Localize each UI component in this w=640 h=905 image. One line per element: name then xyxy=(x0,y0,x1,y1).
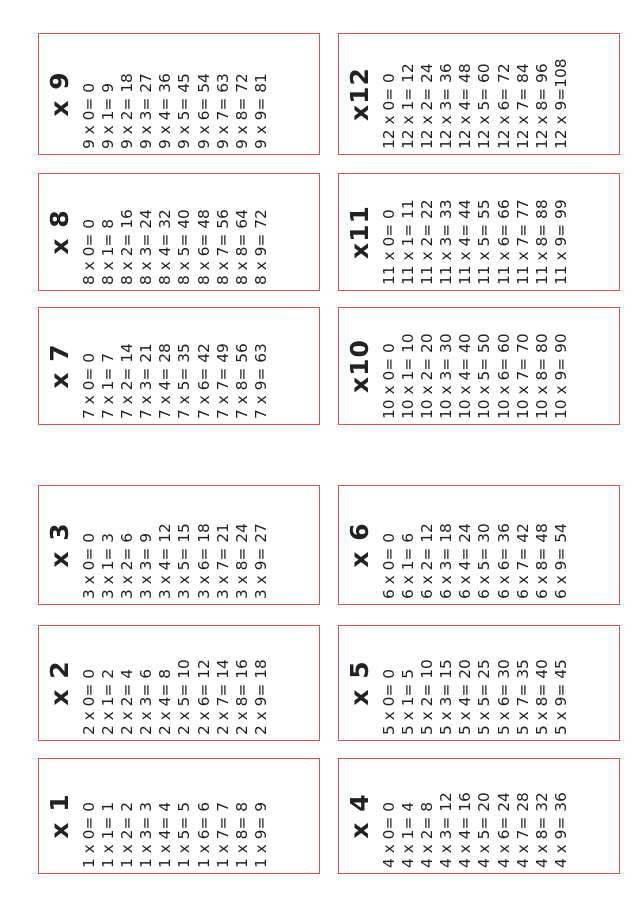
table-line: 8 x 6= 48 xyxy=(194,209,213,285)
table-line: 8 x 2= 16 xyxy=(118,209,137,285)
table-line: 12 x 0= 0 xyxy=(380,73,398,149)
table-line: 5 x 5= 25 xyxy=(475,659,494,735)
table-line: 1 x 1= 1 xyxy=(99,801,118,868)
table-card xyxy=(338,485,620,605)
table-line: 6 x 3= 18 xyxy=(437,523,456,599)
table-title: x11 xyxy=(345,205,374,259)
table-card xyxy=(338,173,620,291)
table-title: x 9 xyxy=(45,71,74,117)
table-lines xyxy=(380,175,571,289)
table-line: 2 x 6= 12 xyxy=(194,659,213,735)
table-line: 11 x 8= 88 xyxy=(532,199,551,285)
table-line: 1 x 3= 3 xyxy=(137,801,156,868)
table-line: 11 x 4= 44 xyxy=(456,199,475,285)
table-lines xyxy=(380,627,571,739)
table-lines xyxy=(380,760,571,872)
table-line: 8 x 4= 32 xyxy=(156,209,175,285)
table-title: x12 xyxy=(345,67,374,121)
table-lines xyxy=(80,309,271,423)
table-line: 11 x 5= 55 xyxy=(475,199,494,285)
table-line: 3 x 9= 27 xyxy=(251,523,270,599)
table-line: 11 x 0= 0 xyxy=(380,209,398,285)
table-line: 11 x 2= 22 xyxy=(418,199,437,285)
table-line: 5 x 0= 0 xyxy=(380,668,398,735)
table-lines xyxy=(380,309,571,423)
table-line: 8 x 0= 0 xyxy=(80,218,98,285)
table-line: 9 x 5= 45 xyxy=(175,73,194,149)
table-line: 7 x 8= 56 xyxy=(232,343,251,419)
table-line: 12 x 2= 24 xyxy=(418,63,437,149)
table-line: 10 x 8= 80 xyxy=(532,333,551,419)
table-line: 7 x 3= 21 xyxy=(137,343,156,419)
table-line: 6 x 1= 6 xyxy=(399,532,418,599)
table-line: 4 x 6= 24 xyxy=(494,792,513,868)
table-line: 2 x 7= 14 xyxy=(213,659,232,735)
table-line: 3 x 3= 9 xyxy=(137,532,156,599)
table-line: 1 x 5= 5 xyxy=(175,801,194,868)
table-line: 12 x 1= 12 xyxy=(399,63,418,149)
table-line: 2 x 8= 16 xyxy=(232,659,251,735)
table-line: 5 x 9= 45 xyxy=(551,659,570,735)
table-line: 1 x 9= 9 xyxy=(251,801,270,868)
table-line: 6 x 0= 0 xyxy=(380,532,398,599)
table-line: 4 x 4= 16 xyxy=(456,792,475,868)
table-title: x10 xyxy=(345,339,374,393)
table-line: 12 x 9=108 xyxy=(551,58,570,149)
table-line: 2 x 2= 4 xyxy=(118,668,137,735)
table-line: 9 x 6= 54 xyxy=(194,73,213,149)
table-line: 10 x 2= 20 xyxy=(418,333,437,419)
table-line: 3 x 5= 15 xyxy=(175,523,194,599)
table-line: 10 x 3= 30 xyxy=(437,333,456,419)
table-line: 3 x 1= 3 xyxy=(99,532,118,599)
table-line: 4 x 0= 0 xyxy=(380,801,398,868)
table-line: 5 x 3= 15 xyxy=(437,659,456,735)
table-title: x 3 xyxy=(45,522,74,568)
table-line: 11 x 1= 11 xyxy=(399,199,418,285)
table-lines xyxy=(80,35,271,153)
table-line: 2 x 0= 0 xyxy=(80,668,98,735)
table-line: 2 x 1= 2 xyxy=(99,668,118,735)
table-line: 12 x 8= 96 xyxy=(532,63,551,149)
table-line: 1 x 7= 7 xyxy=(213,801,232,868)
table-title: x 4 xyxy=(345,793,374,839)
table-line: 6 x 4= 24 xyxy=(456,523,475,599)
table-line: 9 x 1= 9 xyxy=(99,82,118,149)
table-lines xyxy=(80,175,271,289)
table-line: 5 x 2= 10 xyxy=(418,659,437,735)
table-title: x 5 xyxy=(345,660,374,706)
table-line: 5 x 8= 40 xyxy=(532,659,551,735)
table-card xyxy=(38,307,320,425)
table-line: 12 x 7= 84 xyxy=(513,63,532,149)
table-lines xyxy=(380,487,571,603)
table-line: 8 x 9= 72 xyxy=(251,209,270,285)
table-line: 9 x 8= 72 xyxy=(232,73,251,149)
table-card xyxy=(38,485,320,605)
table-line: 12 x 3= 36 xyxy=(437,63,456,149)
table-card xyxy=(38,173,320,291)
table-line: 5 x 6= 30 xyxy=(494,659,513,735)
table-line: 5 x 1= 5 xyxy=(399,668,418,735)
table-lines xyxy=(80,760,271,872)
table-title: x 6 xyxy=(345,522,374,568)
table-line: 7 x 6= 42 xyxy=(194,343,213,419)
table-line: 10 x 5= 50 xyxy=(475,333,494,419)
table-line: 8 x 3= 24 xyxy=(137,209,156,285)
table-line: 11 x 6= 66 xyxy=(494,199,513,285)
table-line: 4 x 8= 32 xyxy=(532,792,551,868)
table-line: 7 x 1= 7 xyxy=(99,352,118,419)
table-line: 7 x 7= 49 xyxy=(213,343,232,419)
table-line: 2 x 3= 6 xyxy=(137,668,156,735)
table-line: 7 x 2= 14 xyxy=(118,343,137,419)
table-line: 1 x 0= 0 xyxy=(80,801,98,868)
table-line: 4 x 1= 4 xyxy=(399,801,418,868)
table-line: 8 x 5= 40 xyxy=(175,209,194,285)
table-line: 12 x 6= 72 xyxy=(494,63,513,149)
table-card xyxy=(338,625,620,741)
table-line: 10 x 6= 60 xyxy=(494,333,513,419)
table-card xyxy=(338,307,620,425)
table-line: 3 x 8= 24 xyxy=(232,523,251,599)
table-line: 9 x 0= 0 xyxy=(80,82,98,149)
table-line: 4 x 3= 12 xyxy=(437,792,456,868)
table-line: 3 x 7= 21 xyxy=(213,523,232,599)
table-title: x 8 xyxy=(45,209,74,255)
table-card xyxy=(338,33,620,155)
table-title: x 1 xyxy=(45,793,74,839)
table-line: 2 x 5= 10 xyxy=(175,659,194,735)
table-line: 8 x 7= 56 xyxy=(213,209,232,285)
table-line: 9 x 3= 27 xyxy=(137,73,156,149)
table-line: 4 x 5= 20 xyxy=(475,792,494,868)
table-line: 3 x 2= 6 xyxy=(118,532,137,599)
table-line: 1 x 4= 4 xyxy=(156,801,175,868)
table-title: x 7 xyxy=(45,343,74,389)
table-line: 9 x 7= 63 xyxy=(213,73,232,149)
table-line: 11 x 9= 99 xyxy=(551,199,570,285)
table-line: 1 x 6= 6 xyxy=(194,801,213,868)
table-line: 6 x 2= 12 xyxy=(418,523,437,599)
table-line: 3 x 4= 12 xyxy=(156,523,175,599)
table-line: 2 x 9= 18 xyxy=(251,659,270,735)
table-line: 7 x 5= 35 xyxy=(175,343,194,419)
table-line: 6 x 7= 42 xyxy=(513,523,532,599)
table-line: 4 x 7= 28 xyxy=(513,792,532,868)
table-card xyxy=(38,33,320,155)
table-card xyxy=(338,758,620,874)
table-line: 10 x 0= 0 xyxy=(380,343,398,419)
table-lines xyxy=(80,627,271,739)
table-line: 1 x 2= 2 xyxy=(118,801,137,868)
table-line: 9 x 2= 18 xyxy=(118,73,137,149)
table-line: 11 x 7= 77 xyxy=(513,199,532,285)
table-line: 6 x 5= 30 xyxy=(475,523,494,599)
table-line: 10 x 4= 40 xyxy=(456,333,475,419)
table-line: 1 x 8= 8 xyxy=(232,801,251,868)
table-line: 4 x 2= 8 xyxy=(418,801,437,868)
table-line: 5 x 4= 20 xyxy=(456,659,475,735)
table-line: 5 x 7= 35 xyxy=(513,659,532,735)
table-line: 11 x 3= 33 xyxy=(437,199,456,285)
table-line: 9 x 4= 36 xyxy=(156,73,175,149)
table-title: x 2 xyxy=(45,660,74,706)
table-line: 6 x 9= 54 xyxy=(551,523,570,599)
table-line: 10 x 9= 90 xyxy=(551,333,570,419)
table-card xyxy=(38,758,320,874)
table-line: 9 x 9= 81 xyxy=(251,73,270,149)
table-line: 4 x 9= 36 xyxy=(551,792,570,868)
table-card xyxy=(38,625,320,741)
table-line: 8 x 1= 8 xyxy=(99,218,118,285)
table-line: 12 x 4= 48 xyxy=(456,63,475,149)
table-line: 7 x 0= 0 xyxy=(80,352,98,419)
table-line: 7 x 9= 63 xyxy=(251,343,270,419)
table-line: 3 x 0= 0 xyxy=(80,532,98,599)
table-lines xyxy=(80,487,271,603)
table-line: 7 x 4= 28 xyxy=(156,343,175,419)
table-line: 10 x 1= 10 xyxy=(399,333,418,419)
table-line: 10 x 7= 70 xyxy=(513,333,532,419)
table-line: 3 x 6= 18 xyxy=(194,523,213,599)
table-line: 6 x 8= 48 xyxy=(532,523,551,599)
table-line: 2 x 4= 8 xyxy=(156,668,175,735)
table-line: 12 x 5= 60 xyxy=(475,63,494,149)
table-line: 8 x 8= 64 xyxy=(232,209,251,285)
table-lines xyxy=(380,35,571,153)
table-line: 6 x 6= 36 xyxy=(494,523,513,599)
